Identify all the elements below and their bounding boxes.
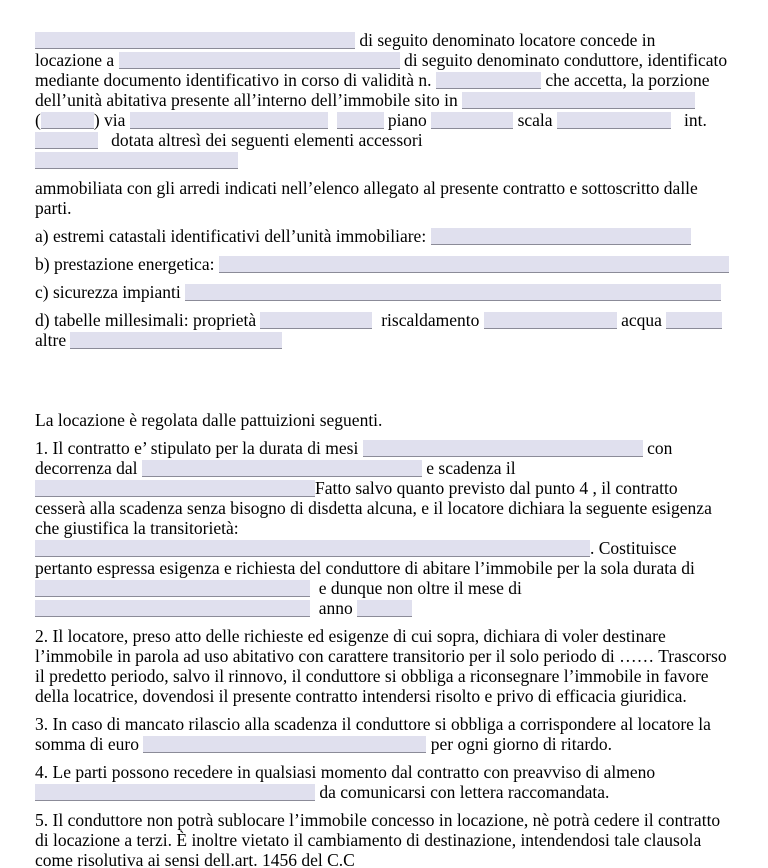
- text-line: [35, 478, 740, 498]
- text-line: [35, 810, 740, 830]
- documento-numero-field[interactable]: [436, 72, 541, 89]
- text-line: [35, 538, 740, 558]
- text-line: [35, 310, 740, 330]
- text-line: [35, 626, 740, 646]
- text-line: [35, 578, 740, 598]
- text-line: [35, 666, 740, 686]
- text-run: che giustifica la transitorietà:: [35, 518, 239, 538]
- text-line: [35, 734, 740, 754]
- text-run: La locazione è regolata dalle pattuizioni seguenti.: [35, 410, 383, 430]
- clause-3-penale: [35, 714, 740, 754]
- text-run: . Costituisce: [590, 538, 677, 558]
- text-line: [35, 282, 740, 302]
- durata-mesi-field[interactable]: [363, 440, 643, 457]
- text-run: (: [35, 110, 41, 130]
- numero-civico-field[interactable]: [337, 112, 384, 129]
- text-run: mediante documento identificativo in corso di validità n.: [35, 70, 436, 90]
- text-line: [35, 438, 740, 458]
- text-line: [35, 50, 740, 70]
- text-run: 3. In caso di mancato rilascio alla scadenza il conduttore si obbliga a corrispondere al locatore la: [35, 714, 711, 734]
- text-line: [35, 90, 740, 110]
- text-run: c) sicurezza impianti: [35, 282, 186, 302]
- text-run: come risolutiva ai sensi dell.art. 1456 del C.C: [35, 850, 355, 868]
- comune-field[interactable]: [462, 92, 695, 109]
- text-run: che accetta, la porzione: [540, 70, 710, 90]
- text-run: ) via: [93, 110, 130, 130]
- text-run: e dunque non oltre il mese di: [310, 578, 522, 598]
- text-run: dell’unità abitativa presente all’interno dell’immobile sito in: [35, 90, 463, 110]
- interno-field[interactable]: [35, 132, 98, 149]
- text-run: ammobiliata con gli arredi indicati nell’elenco allegato al presente contratto e sottoscritto dalle: [35, 178, 698, 198]
- text-run: decorrenza dal: [35, 458, 142, 478]
- text-run: Fatto salvo quanto previsto dal punto 4 , il contratto: [315, 478, 678, 498]
- text-run: locazione a: [35, 50, 119, 70]
- millesimali-altre-field[interactable]: [70, 332, 282, 349]
- decorrenza-field[interactable]: [142, 460, 422, 477]
- item-d-millesimali: [35, 310, 740, 350]
- text-line: [35, 498, 740, 518]
- text-run: b) prestazione energetica:: [35, 254, 219, 274]
- prestazione-energetica-field[interactable]: [219, 256, 729, 273]
- scala-field[interactable]: [557, 112, 671, 129]
- piano-field[interactable]: [431, 112, 513, 129]
- text-line: [35, 30, 740, 50]
- text-line: [35, 782, 740, 802]
- text-run: di locazione a terzi. È inoltre vietato il cambiamento di destinazione, intendendosi tale clausola: [35, 830, 702, 850]
- text-run: altre: [35, 330, 71, 350]
- text-line: [35, 330, 740, 350]
- conduttore-name-field[interactable]: [119, 52, 400, 69]
- text-run: piano: [383, 110, 432, 130]
- text-run: anno: [310, 598, 358, 618]
- text-run: da comunicarsi con lettera raccomandata.: [315, 782, 610, 802]
- text-line: [35, 646, 740, 666]
- text-run: scala: [513, 110, 557, 130]
- text-run: pertanto espressa esigenza e richiesta del conduttore di abitare l’immobile per la sola durata di: [35, 558, 695, 578]
- text-line: [35, 830, 740, 850]
- text-run: a) estremi catastali identificativi dell’unità immobiliare:: [35, 226, 431, 246]
- scadenza-field[interactable]: [35, 480, 315, 497]
- item-c-impianti: [35, 282, 740, 302]
- text-run: d) tabelle millesimali: proprietà: [35, 310, 261, 330]
- intro-paragraph: [35, 30, 740, 170]
- text-run: acqua: [616, 310, 667, 330]
- millesimali-riscaldamento-field[interactable]: [484, 312, 617, 329]
- item-b-energetica: [35, 254, 740, 274]
- text-line: [35, 254, 740, 274]
- text-run: int.: [670, 110, 707, 130]
- mese-scadenza-field[interactable]: [35, 600, 310, 617]
- sicurezza-impianti-field[interactable]: [185, 284, 721, 301]
- text-run: parti.: [35, 198, 72, 218]
- text-line: [35, 458, 740, 478]
- clause-2-destinazione: [35, 626, 740, 706]
- penale-euro-field[interactable]: [143, 736, 426, 753]
- text-line: [35, 70, 740, 90]
- text-line: [35, 198, 740, 218]
- clause-4-recesso: [35, 762, 740, 802]
- pattuizioni-intro: [35, 410, 740, 430]
- text-line: [35, 110, 740, 130]
- text-run: 1. Il contratto e’ stipulato per la durata di mesi: [35, 438, 363, 458]
- locatore-name-field[interactable]: [35, 32, 355, 49]
- text-line: [35, 178, 740, 198]
- text-line: [35, 150, 740, 170]
- millesimali-acqua-field[interactable]: [666, 312, 722, 329]
- arredi-paragraph: [35, 178, 740, 218]
- text-line: [35, 518, 740, 538]
- text-line: [35, 850, 740, 868]
- text-run: riscaldamento: [372, 310, 484, 330]
- via-field[interactable]: [130, 112, 328, 129]
- text-run: della locatrice, dovendosi il presente contratto intendersi risolto e privo di efficacia giuridica.: [35, 686, 687, 706]
- text-run: 5. Il conduttore non potrà sublocare l’immobile concesso in locazione, nè potrà cedere il contratto: [35, 810, 721, 830]
- text-run: di seguito denominato locatore concede in: [355, 30, 656, 50]
- text-line: [35, 410, 740, 430]
- clause-1-durata: [35, 438, 740, 618]
- text-run: di seguito denominato conduttore, identificato: [399, 50, 728, 70]
- text-run: per ogni giorno di ritardo.: [426, 734, 613, 754]
- text-run: cesserà alla scadenza senza bisogno di disdetta alcuna, e il locatore dichiara la seguente esigenza: [35, 498, 712, 518]
- text-run: [328, 110, 337, 130]
- text-run: il predetto periodo, salvo il rinnovo, il conduttore si obbliga a riconsegnare l’immobile in favore: [35, 666, 709, 686]
- text-line: [35, 130, 740, 150]
- elementi-accessori-field[interactable]: [35, 152, 238, 169]
- provincia-field[interactable]: [41, 112, 94, 129]
- esigenza-transitorieta-field[interactable]: [35, 540, 590, 557]
- clause-5-sublocazione: [35, 810, 740, 868]
- item-a-catastali: [35, 226, 740, 246]
- text-run: con: [642, 438, 673, 458]
- text-line: [35, 686, 740, 706]
- millesimali-proprieta-field[interactable]: [260, 312, 372, 329]
- preavviso-field[interactable]: [35, 784, 315, 801]
- text-run: 2. Il locatore, preso atto delle richieste ed esigenze di cui sopra, dichiara di voler destinare: [35, 626, 666, 646]
- text-line: [35, 762, 740, 782]
- text-line: [35, 558, 740, 578]
- text-line: [35, 226, 740, 246]
- estremi-catastali-field[interactable]: [431, 228, 691, 245]
- text-line: [35, 598, 740, 618]
- text-run: e scadenza il: [421, 458, 516, 478]
- text-run: 4. Le parti possono recedere in qualsiasi momento dal contratto con preavviso di almeno: [35, 762, 656, 782]
- text-line: [35, 714, 740, 734]
- text-run: l’immobile in parola ad uso abitativo con carattere transitorio per il solo periodo di …… Trascorso: [35, 646, 727, 666]
- text-run: dotata altresì dei seguenti elementi accessori: [98, 130, 423, 150]
- durata-abitazione-field[interactable]: [35, 580, 310, 597]
- text-run: somma di euro: [35, 734, 144, 754]
- anno-field[interactable]: [357, 600, 412, 617]
